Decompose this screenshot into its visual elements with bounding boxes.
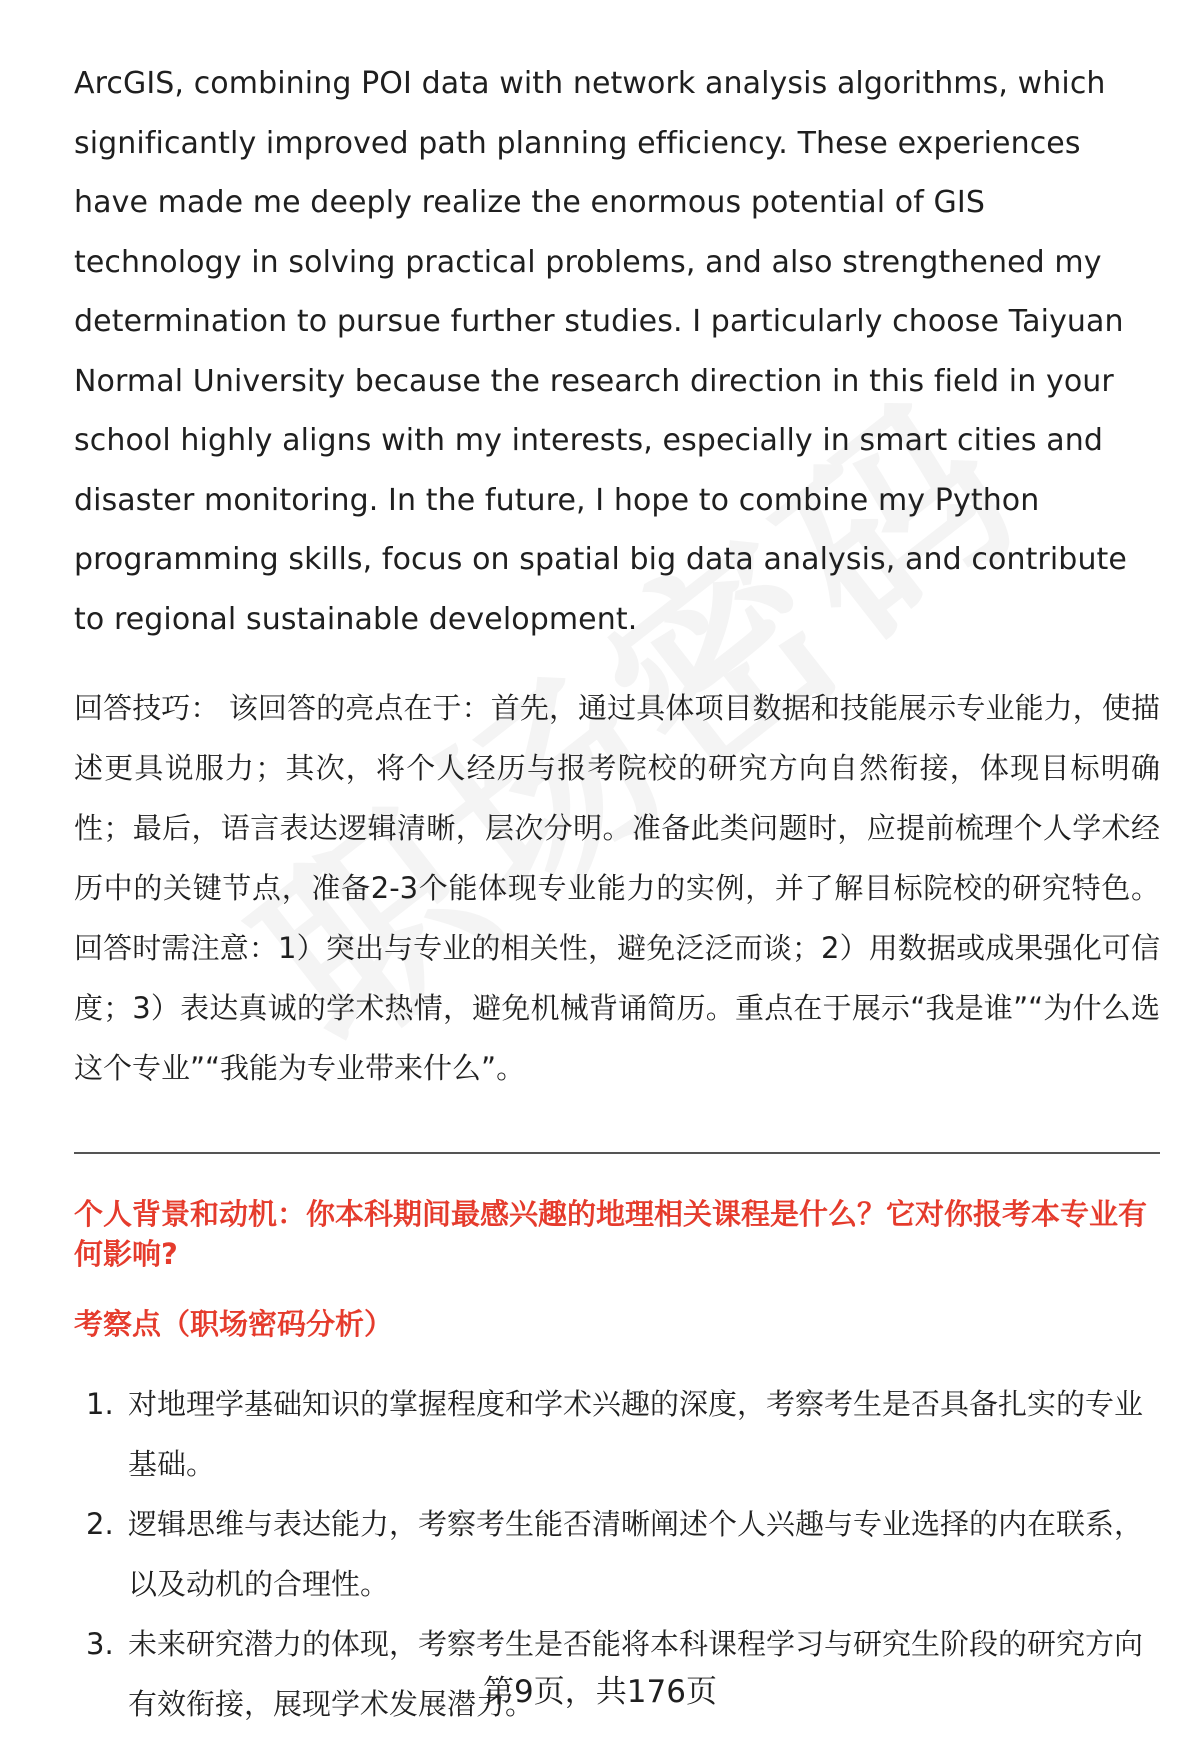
list-item [74,1374,1160,1494]
list-item-text: 未来研究潜力的体现，考察考生是否能将本科课程学习与研究生阶段的研究方向有效衔接，展现学术发展潜力。 [128,1627,1144,1721]
answer-tips-paragraph: 回答技巧： 该回答的亮点在于：首先，通过具体项目数据和技能展示专业能力，使描述更具说服力；其次，将个人经历与报考院校的研究方向自然衔接，体现目标明确性；最后，语言表达逻辑清晰，层次分明。准备此类问题时，应提前梳理个人学术经历中的关键节点，准备2-3个能体现专业能力的实例，并了解目标院校的研究特色。回答时需注意：1）突出与专业的相关性，避免泛泛而谈；2）用数据或成果强化可信度；3）表达真诚的学术热情，避免机械背诵简历。重点在于展示“我是谁”“为什么选这个专业”“我能为专业带来什么”。 [74,691,1160,1085]
list-item-text: 对地理学基础知识的掌握程度和学术兴趣的深度，考察考生是否具备扎实的专业基础。 [128,1387,1144,1481]
list-item-number: 2. [86,1507,114,1541]
assessment-heading: 考察点（职场密码分析） [74,1307,394,1341]
page-content [74,54,1160,1734]
section-divider [74,1152,1160,1154]
page-footer: 第9页，共176页 [483,1674,717,1710]
list-item-number: 1. [86,1387,114,1421]
question-heading: 个人背景和动机：你本科期间最感兴趣的地理相关课程是什么？它对你报考本专业有何影响? [74,1197,1148,1271]
list-item-number: 3. [86,1627,114,1661]
list-item-text: 逻辑思维与表达能力，考察考生能否清晰阐述个人兴趣与专业选择的内在联系，以及动机的合理性。 [128,1507,1144,1601]
list-item [74,1494,1160,1614]
answer-continuation-paragraph: ArcGIS, combining POI data with network analysis algorithms, which significantly improved path planning efficiency. These experiences have made me deeply realize the enormous potential of GIS technology in solving practical problems, and also strengthened my determination to pursue further studies. I particularly choose Taiyuan Normal University because the research direction in this field in your school highly aligns with my interests, especially in smart cities and disaster monitoring. In the future, I hope to combine my Python programming skills, focus on spatial big data analysis, and contribute to regional sustainable development. [74,66,1127,637]
